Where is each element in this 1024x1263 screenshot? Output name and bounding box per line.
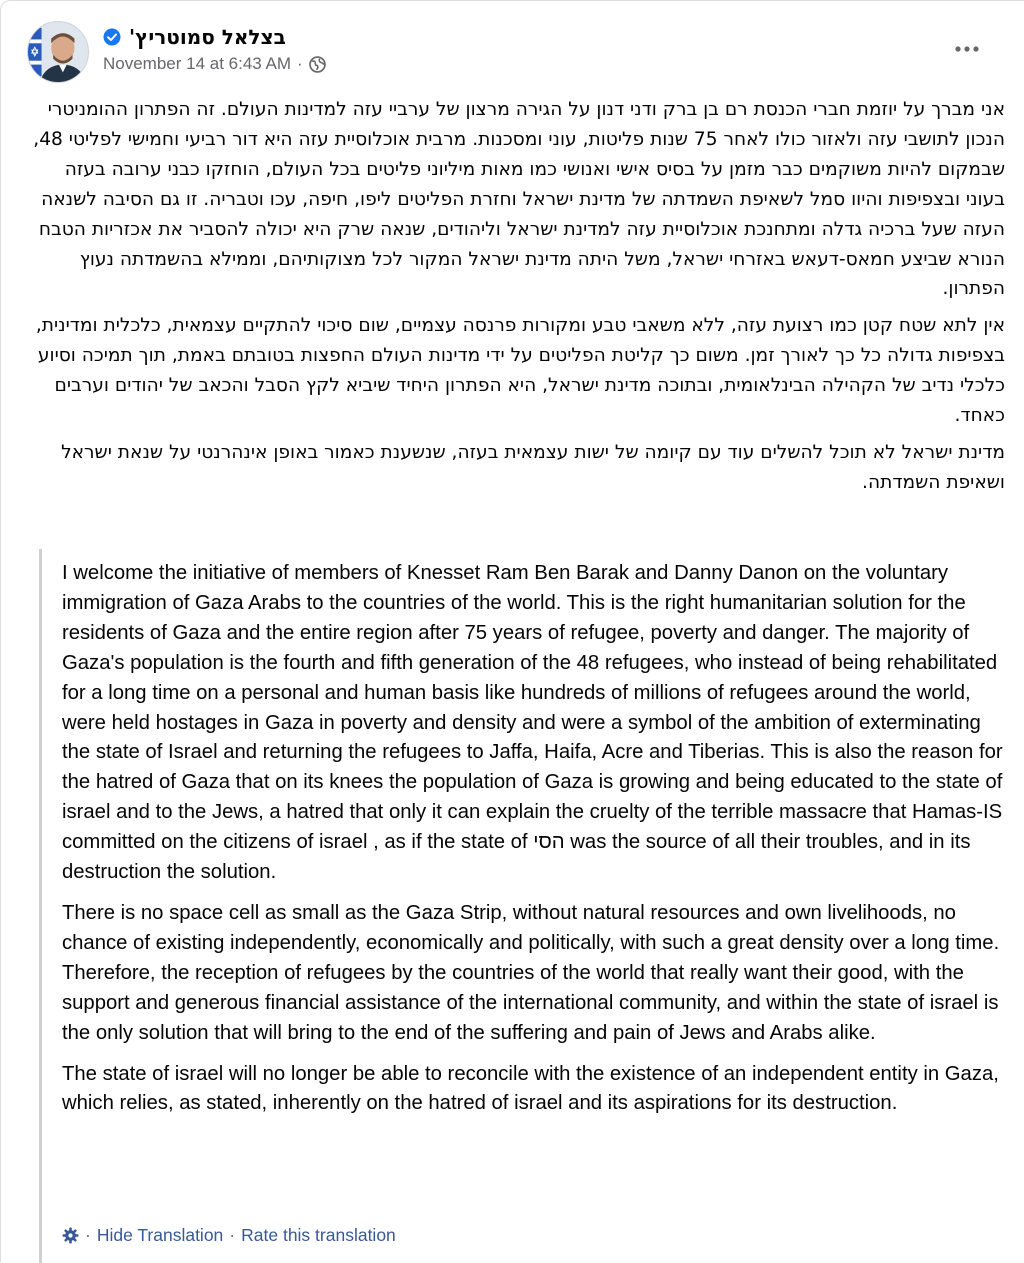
- translated-paragraph: I welcome the initiative of members of Knesset Ram Ben Barak and Danny Danon on the voluntary immigration of Gaza Arabs to the countries of the world. This is the right humanitarian solution for the residents of Gaza and the entire region after 75 years of refugee, poverty and danger. The majority of Gaza's population is the fourth and fifth generation of the 48 refugees, who instead of being rehabilitated for a long time on a personal and human basis like hundreds of millions of refugees around the world, were held hostages in Gaza in poverty and density and were a symbol of the ambition of exterminating the state of Israel and returning the refugees to Jaffa, Haifa, Acre and Tiberias. This is also the reason for the hatred of Gaza that on its knees the population of Gaza is growing and being educated to the state of israel and to the Jews, a hatred that only it can explain the cruelty of the terrible massacre that Hamas-IS committed on the citizens of israel , as if the state of הסי was the source of all their troubles, and in its destruction the solution.: [62, 562, 1003, 884]
- author-row: [103, 23, 286, 51]
- globe-icon[interactable]: [309, 56, 326, 73]
- gear-icon[interactable]: [62, 1227, 79, 1244]
- hebrew-paragraph: מדינת ישראל לא תוכל להשלים עוד עם קיומה של ישות עצמאית בעזה, שנשענת כאמור באופן אינהרנטי על שנאת ישראל ושאיפת השמדתה.: [61, 441, 1005, 493]
- translation-footer: [62, 1225, 396, 1246]
- more-options-button[interactable]: [947, 31, 987, 67]
- post-meta: [103, 54, 326, 74]
- rate-translation-link[interactable]: Rate this translation: [241, 1225, 396, 1245]
- more-options-icon: [954, 45, 980, 53]
- post-timestamp[interactable]: November 14 at 6:43 AM: [103, 54, 292, 73]
- avatar-image: [28, 22, 88, 82]
- footer-separator: ·: [85, 1225, 91, 1245]
- footer-separator: ·: [229, 1225, 236, 1245]
- translated-paragraph: The state of israel will no longer be able to reconcile with the existence of an independent entity in Gaza, which relies, as stated, inherently on the hatred of israel and its aspirations for its destruction.: [62, 1062, 999, 1115]
- hebrew-paragraph: אני מברך על יוזמת חברי הכנסת רם בן ברק ודני דנון על הגירה מרצון של ערביי עזה למדינות העולם. זה הפתרון ההומניטרי הנכון לתושבי עזה ולאזור כולו לאחר 75 שנות פליטות, עוני ומסכנות. מרבית אוכלוסיית עזה היא דור רביעי וחמישי לפליטי 48, שבמקום להיות משוקמים כבר מזמן על בסיס אישי ואנושי כמו מאות מיליוני פליטים בכל העולם, הוחזקו כבני ערובה בעזה בעוני ובצפיפות והיוו סמל לשאיפת השמדתה של מדינת ישראל וחזרת הפליטים ליפו, חיפה, עכו וטבריה. זו גם הסיבה לשנאה העזה שעל ברכיה גדלה ומתחנכת אוכלוסיית עזה למדינת ישראל וליהודים, שנאה שרק היא יכולה להסביר את אכזריות הטבח הנורא שביצע חמאס-דעאש באזרחי ישראל, משל היתה מדינת ישראל המקור לכל מצוקותיהם, וממילא בהשמדתה נעוץ הפתרון.: [33, 99, 1005, 300]
- author-name[interactable]: בצלאל סמוטריץ': [129, 25, 286, 49]
- meta-separator: ·: [297, 54, 303, 73]
- hide-translation-link[interactable]: Hide Translation: [96, 1225, 224, 1245]
- verified-badge-icon: [103, 28, 121, 46]
- hebrew-paragraph: אין לתא שטח קטן כמו רצועת עזה, ללא משאבי טבע ומקורות פרנסה עצמיים, שום סיכוי להתקיים עצמאית, כלכלית ומדינית, בצפיפות גדולה כל כך לאורך זמן. משום כך קליטת הפליטים על ידי מדינות העולם החפצות בטובתם באמת, תוך תמיכה וסיוע כלכלי נדיב של הקהילה הבינלאומית, ובתוכה מדינת ישראל, היא הפתרון היחיד שיביא לקץ הסבל והכאב של יהודים וערבים כאחד.: [35, 315, 1005, 427]
- author-avatar[interactable]: [27, 21, 89, 83]
- translation-block: [39, 549, 1024, 1263]
- post-original-text: [21, 95, 1005, 505]
- translated-paragraph: There is no space cell as small as the Gaza Strip, without natural resources and own livelihoods, no chance of existing independently, economically and politically, with such a great density over a long time. Therefore, the reception of refugees by the countries of the world that really want their good, with the support and generous financial assistance of the international community, and within the state of israel is the only solution that will bring to the end of the suffering and pain of Jews and Arabs alike.: [62, 901, 1000, 1044]
- translated-text: [62, 559, 1012, 1130]
